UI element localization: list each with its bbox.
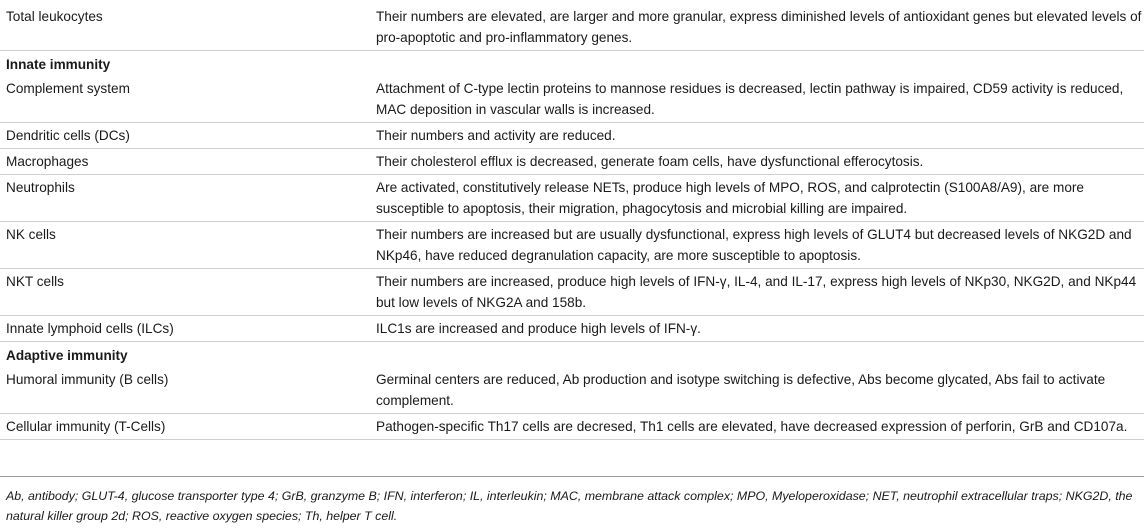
row-label: Neutrophils	[0, 175, 372, 222]
table-row	[0, 414, 1144, 440]
row-label: Dendritic cells (DCs)	[0, 123, 372, 149]
table-row	[0, 175, 1144, 222]
row-label: Cellular immunity (T-Cells)	[0, 414, 372, 440]
row-description: Their numbers are increased but are usually dysfunctional, express high levels of GLUT4 but decreased levels of NKG2D and NKp46, have reduced degranulation capacity, are more susceptible to apoptosis.	[372, 222, 1144, 269]
row-description: Their numbers and activity are reduced.	[372, 123, 1144, 149]
row-label: NKT cells	[0, 269, 372, 316]
table-row	[0, 76, 1144, 123]
row-description: Germinal centers are reduced, Ab production and isotype switching is defective, Abs become glycated, Abs fail to activate complement.	[372, 367, 1144, 414]
section-header-row	[0, 51, 1144, 77]
row-description: ILC1s are increased and produce high levels of IFN-γ.	[372, 316, 1144, 342]
row-label: Innate lymphoid cells (ILCs)	[0, 316, 372, 342]
row-label: Complement system	[0, 76, 372, 123]
row-label: Macrophages	[0, 149, 372, 175]
section-header: Innate immunity	[6, 57, 111, 72]
table-row	[0, 4, 1144, 51]
row-description: Are activated, constitutively release NETs, produce high levels of MPO, ROS, and calprotectin (S100A8/A9), are more susceptible to apoptosis, their migration, phagocytosis and microbial killing are impaired.	[372, 175, 1144, 222]
immune-alterations-table	[0, 4, 1144, 440]
row-label: Total leukocytes	[0, 4, 372, 51]
row-description: Their numbers are elevated, are larger and more granular, express diminished levels of antioxidant genes but elevated levels of pro-apoptotic and pro-inflammatory genes.	[372, 4, 1144, 51]
footnote-divider	[0, 476, 1144, 477]
table-row	[0, 149, 1144, 175]
section-header: Adaptive immunity	[6, 348, 128, 363]
table-row	[0, 123, 1144, 149]
row-label: NK cells	[0, 222, 372, 269]
row-description: Pathogen-specific Th17 cells are decresed, Th1 cells are elevated, have decreased expression of perforin, GrB and CD107a.	[372, 414, 1144, 440]
row-description: Their cholesterol efflux is decreased, generate foam cells, have dysfunctional efferocytosis.	[372, 149, 1144, 175]
table	[0, 4, 1144, 440]
section-header-row	[0, 342, 1144, 368]
row-label: Humoral immunity (B cells)	[0, 367, 372, 414]
row-description: Attachment of C-type lectin proteins to mannose residues is decreased, lectin pathway is impaired, CD59 activity is reduced, MAC deposition in vascular walls is increased.	[372, 76, 1144, 123]
table-row	[0, 367, 1144, 414]
table-row	[0, 316, 1144, 342]
row-description: Their numbers are increased, produce high levels of IFN-γ, IL-4, and IL-17, express high levels of NKp30, NKG2D, and NKp44 but low levels of NKG2A and 158b.	[372, 269, 1144, 316]
table-footnote: Ab, antibody; GLUT-4, glucose transporter type 4; GrB, granzyme B; IFN, interferon; IL, interleukin; MAC, membrane attack complex; MPO, Myeloperoxidase; NET, neutrophil extracellular traps; NKG2D, the natural killer group 2d; ROS, reactive oxygen species; Th, helper T cell.	[6, 489, 1133, 523]
table-row	[0, 269, 1144, 316]
table-row	[0, 222, 1144, 269]
